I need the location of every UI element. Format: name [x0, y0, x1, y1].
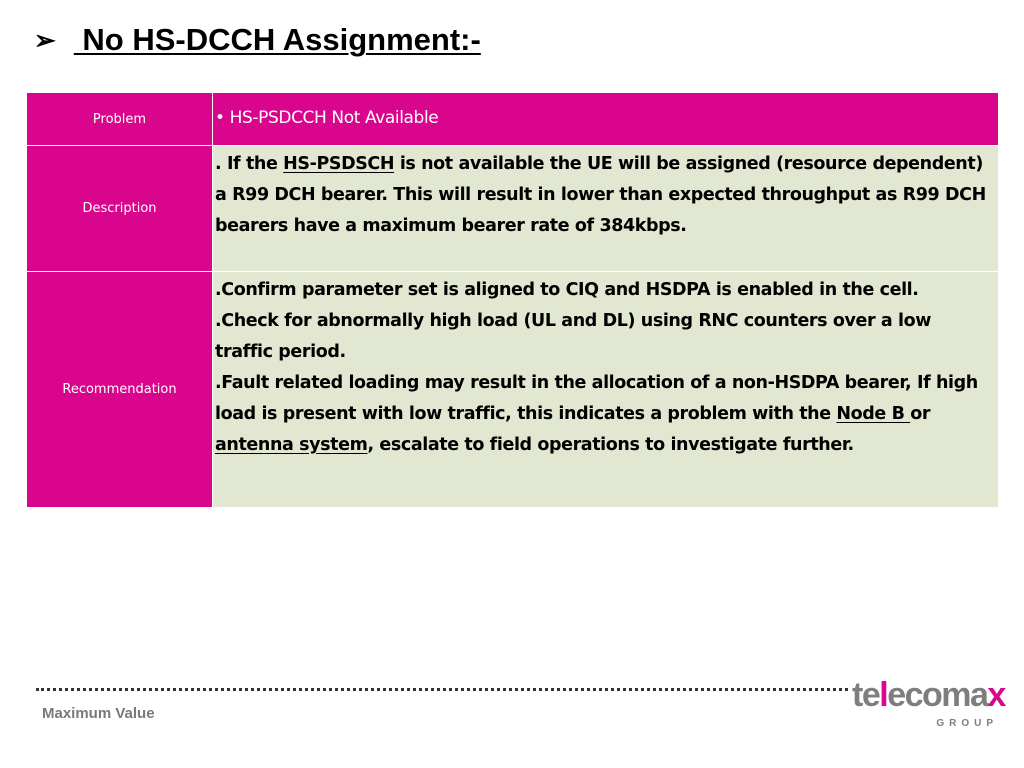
description-pre: . If the	[215, 154, 284, 174]
description-value	[213, 146, 999, 272]
recommendation-label: Recommendation	[27, 272, 213, 508]
info-table	[26, 92, 999, 508]
problem-value: • HS-PSDCCH Not Available	[213, 93, 999, 146]
node-b-link[interactable]: Node B	[836, 404, 911, 424]
table-row-recommendation	[27, 272, 999, 508]
description-label: Description	[27, 146, 213, 272]
footer-text: Maximum Value	[42, 705, 155, 722]
arrow-bullet-icon: ➢	[34, 24, 56, 55]
slide-title-text: No HS-DCCH Assignment:-	[73, 22, 481, 57]
recommendation-line-1: .Confirm parameter set is aligned to CIQ and HSDPA is enabled in the cell.	[215, 280, 919, 300]
table-row-description	[27, 146, 999, 272]
recommendation-mid: or	[910, 404, 931, 424]
antenna-system-link[interactable]: antenna system	[215, 435, 368, 455]
logo-group-text: GROUP	[936, 718, 998, 729]
table-row-problem	[27, 93, 999, 146]
description-post: is not available the UE will be assigned (resource dependent) a R99 DCH bearer. This will result in lower than expected throughput as R99 DCH bearers have a maximum bearer rate of 384kbps.	[215, 154, 986, 236]
footer-divider	[36, 688, 848, 691]
recommendation-line-2: .Check for abnormally high load (UL and DL) using RNC counters over a low traffic period.	[215, 311, 931, 362]
problem-label: Problem	[27, 93, 213, 146]
recommendation-value	[213, 272, 999, 508]
recommendation-line-3	[215, 368, 994, 461]
hs-psdsch-link[interactable]: HS-PSDSCH	[283, 154, 395, 174]
telecomax-logo	[852, 676, 1004, 736]
slide-title	[34, 18, 481, 62]
recommendation-line-3-text: .Fault related loading may result in the allocation of a non-HSDPA bearer, If high load is present with low traffic, this indicates a problem with the	[215, 373, 978, 424]
recommendation-tail: , escalate to field operations to investigate further.	[367, 435, 854, 455]
logo-wordmark: telecomax	[852, 676, 1005, 714]
